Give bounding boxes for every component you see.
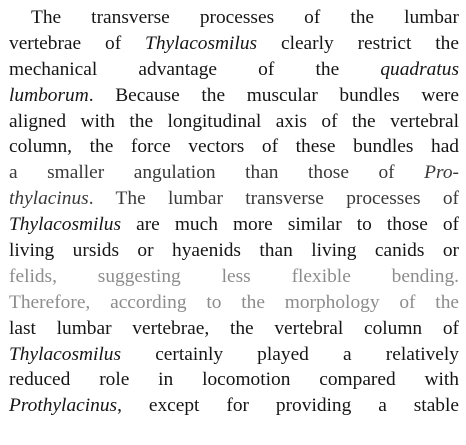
genus-name: Pro- [424,162,459,184]
text-run: are much more similar to those of [121,214,459,236]
text-line-3 [9,57,459,83]
text-run: . The lumbar transverse processes of [88,188,459,210]
genus-name: Thylacosmilus [9,343,122,365]
text-line-5 [9,109,459,135]
text-run: clearly restrict the [257,32,459,54]
text-line-13 [9,316,459,342]
text-line-6 [9,134,459,160]
genus-name: Thylacosmilus [145,32,258,54]
text-line-14 [9,342,459,368]
text-run: vertebrae of [9,32,146,54]
text-line-7 [9,160,459,186]
text-run: reduced role in locomotion compared with [9,369,459,391]
text-line-4 [9,83,459,109]
muscle-name: lumborum [9,84,89,106]
text-line-16 [9,393,459,419]
text-run: aligned with the longitudinal axis of the vertebral [9,110,459,132]
text-run: mechanical advantage of the [9,58,381,80]
text-run: , except for providing a stable [117,395,459,417]
text-run: Therefore, according to the morphology of the [9,291,459,313]
genus-name: thylacinus [9,188,89,210]
text-run: certainly played a relatively [121,343,459,365]
text-line-8 [9,186,459,212]
text-line-10 [9,238,459,264]
text-run: The transverse processes of the lumbar [31,7,459,28]
text-run: . Because the muscular bundles were [88,84,459,106]
text-line-15 [9,367,459,393]
body-paragraph [9,5,459,419]
text-run: column, the force vectors of these bundles had [9,136,459,158]
text-run: a smaller angulation than those of [9,162,425,184]
text-line-12 [9,290,459,316]
muscle-name: quadratus [380,58,459,80]
text-line-9 [9,212,459,238]
genus-name: Thylacosmilus [9,214,122,236]
text-line-1 [9,5,459,31]
genus-name: Prothylacinus [9,395,118,417]
text-line-11 [9,264,459,290]
text-run: last lumbar vertebrae, the vertebral column of [9,317,459,339]
text-run: felids, suggesting less flexible bending. [9,265,459,287]
text-line-2 [9,31,459,57]
text-run: living ursids or hyaenids than living canids or [9,240,459,262]
